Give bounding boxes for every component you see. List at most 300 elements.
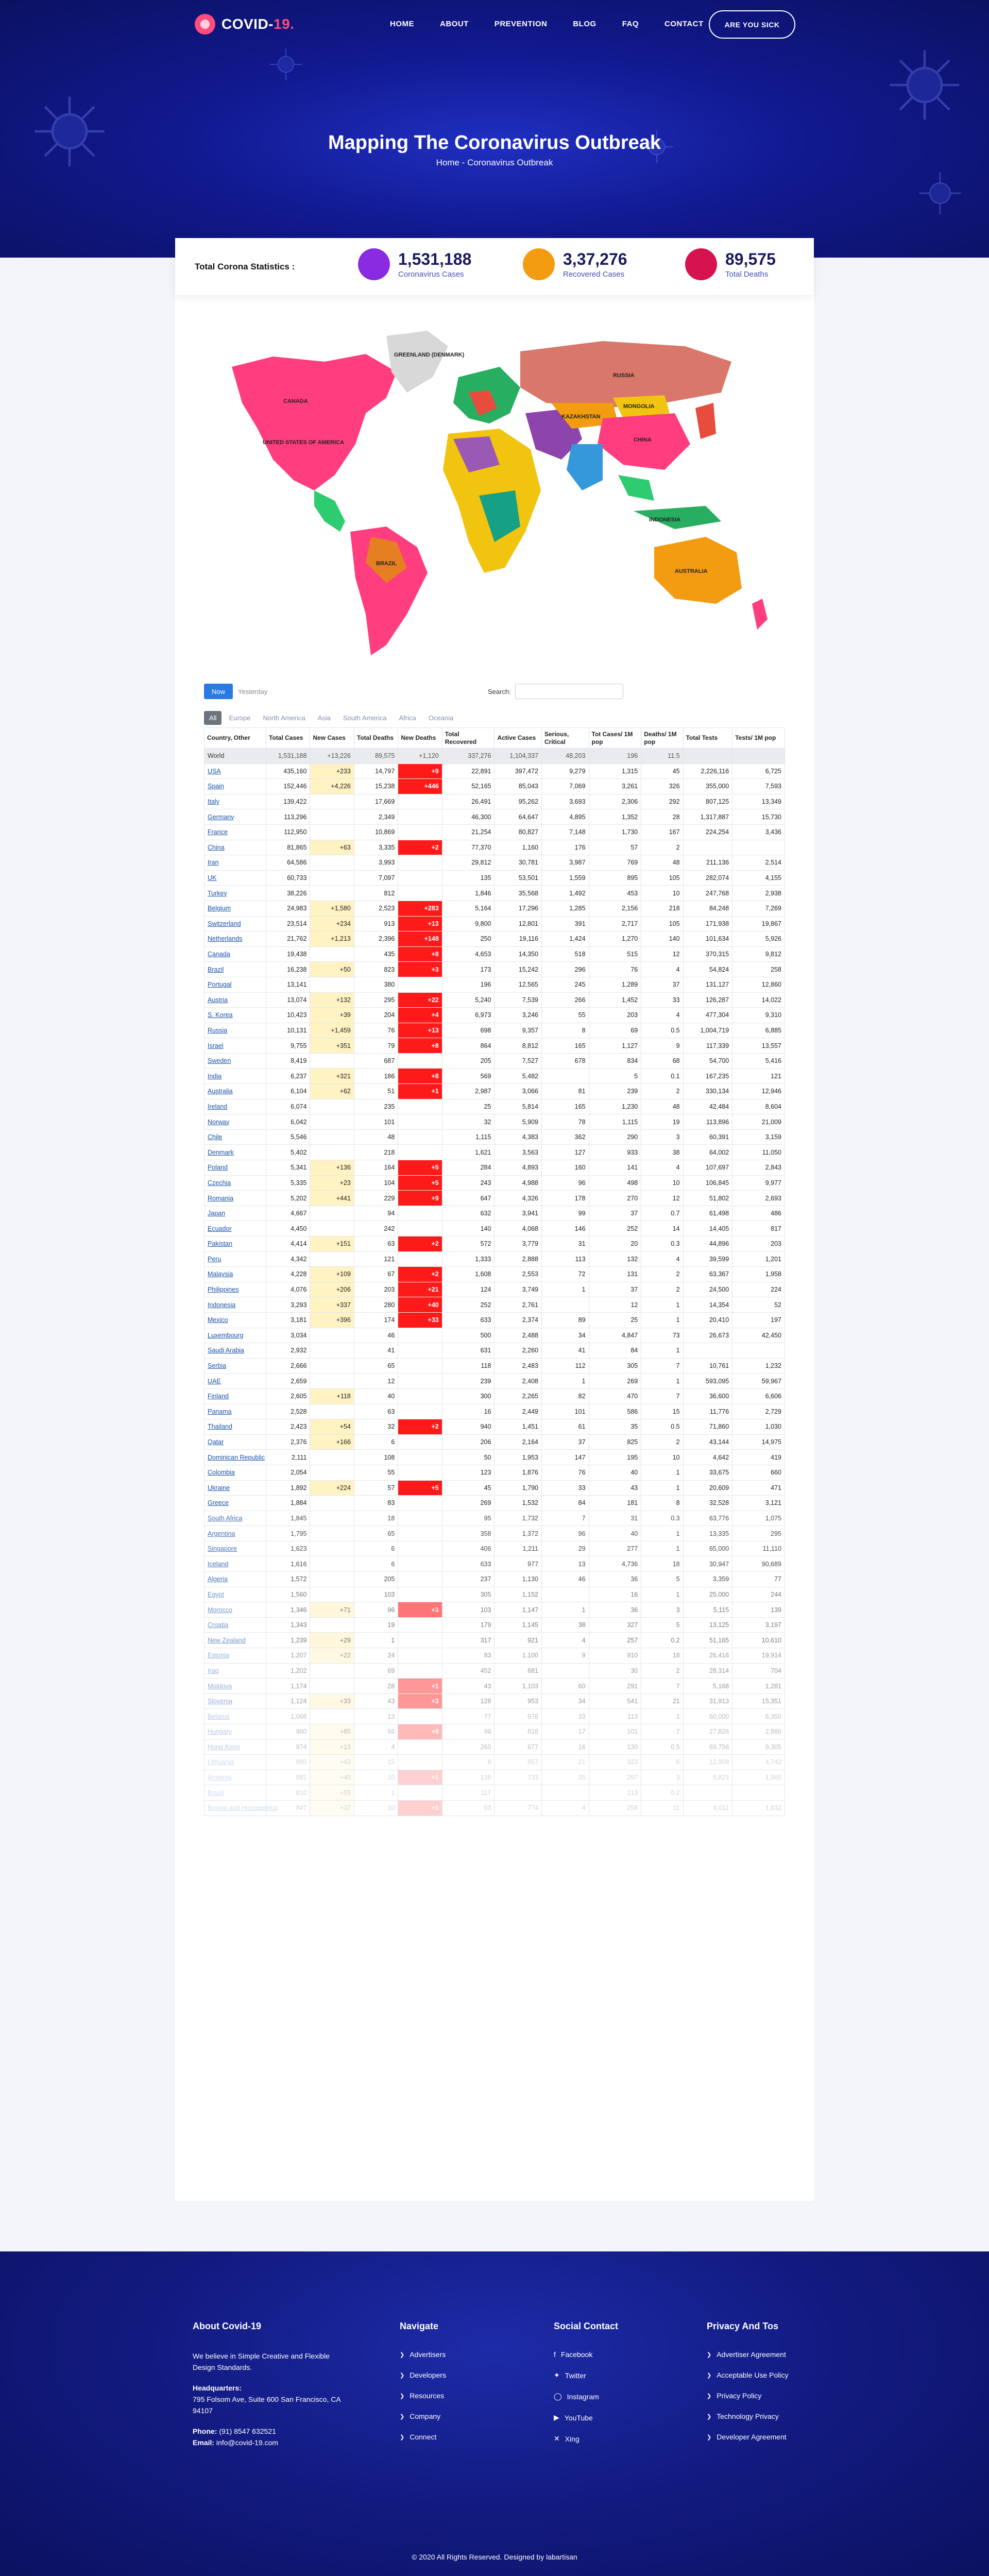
country-link[interactable]: India [204, 1069, 266, 1084]
table-cell: 77 [442, 1709, 494, 1724]
table-cell: 146 [542, 1221, 589, 1236]
country-link[interactable]: Estonia [204, 1648, 266, 1664]
country-link[interactable]: Netherlands [204, 931, 266, 947]
table-row [204, 1739, 785, 1755]
country-link[interactable]: Slovenia [204, 1693, 266, 1709]
table-cell: 140 [641, 931, 683, 947]
country-link[interactable]: China [204, 840, 266, 855]
table-cell: 1 [641, 1374, 683, 1389]
table-cell: 69 [354, 1663, 398, 1679]
table-cell: 12 [589, 1297, 641, 1313]
country-link[interactable]: Australia [204, 1084, 266, 1099]
country-link[interactable]: Austria [204, 992, 266, 1008]
table-cell: 82 [542, 1388, 589, 1404]
table-cell: 370,315 [683, 946, 732, 962]
footer-link-resources[interactable] [400, 2392, 446, 2400]
footer-about [193, 2321, 347, 2458]
table-cell: 452 [442, 1663, 494, 1679]
country-link[interactable]: Dominican Republic [204, 1450, 266, 1465]
country-link[interactable]: Denmark [204, 1145, 266, 1160]
table-cell: 48 [354, 1129, 398, 1145]
table-cell: 7,539 [494, 992, 542, 1008]
table-cell: 834 [589, 1053, 641, 1069]
table-cell: 1,958 [732, 1267, 785, 1282]
country-link[interactable]: Croatia [204, 1617, 266, 1633]
table-cell: 6,725 [732, 764, 785, 779]
table-cell: 22,891 [442, 764, 494, 779]
table-cell: +62 [310, 1084, 354, 1099]
table-cell: 13 [542, 1556, 589, 1572]
table-cell: 3,749 [494, 1282, 542, 1297]
table-cell [310, 1617, 354, 1633]
country-link[interactable]: New Zealand [204, 1633, 266, 1648]
table-cell: 681 [494, 1663, 542, 1679]
column-header[interactable]: Country, Other [204, 728, 266, 749]
footer-link-company[interactable] [400, 2412, 446, 2420]
country-link[interactable]: Singapore [204, 1541, 266, 1556]
table-row [204, 1693, 785, 1709]
table-cell: 297 [589, 1770, 641, 1785]
table-cell: 32 [354, 1419, 398, 1435]
table-cell [310, 824, 354, 840]
column-header[interactable]: Deaths/ 1M pop [641, 728, 683, 749]
column-header[interactable]: Total Tests [683, 728, 732, 749]
column-header[interactable]: Total Recovered [442, 728, 494, 749]
table-cell: 121 [732, 1069, 785, 1084]
column-header[interactable]: New Cases [310, 728, 354, 749]
table-row [204, 1084, 785, 1099]
table-cell: +283 [398, 901, 442, 916]
country-link[interactable]: UAE [204, 1374, 266, 1389]
table-row [204, 764, 785, 779]
table-cell: 13,349 [732, 794, 785, 809]
southeast-asia-shape[interactable] [618, 475, 654, 501]
table-row [204, 1069, 785, 1084]
table-cell: 6 [641, 1755, 683, 1770]
table-cell: 72 [542, 1267, 589, 1282]
table-cell: 593,095 [683, 1374, 732, 1389]
column-header[interactable]: Serious, Critical [542, 728, 589, 749]
table-cell: 59,967 [732, 1374, 785, 1389]
country-link[interactable]: Bosnia and Herzegovina [204, 1800, 266, 1816]
table-row [204, 1755, 785, 1770]
table-cell: 35,568 [494, 886, 542, 901]
country-link[interactable]: Poland [204, 1160, 266, 1176]
country-link[interactable]: Brazil [204, 1785, 266, 1801]
table-cell: 10 [641, 1175, 683, 1191]
table-cell: 774 [494, 1800, 542, 1816]
country-link[interactable]: UK [204, 870, 266, 886]
table-cell: 910 [589, 1648, 641, 1664]
country-link[interactable]: USA [204, 764, 266, 779]
table-row [204, 809, 785, 825]
country-link[interactable]: Morocco [204, 1602, 266, 1618]
column-header[interactable]: Total Cases [266, 728, 310, 749]
table-cell [398, 855, 442, 871]
footer-link-advertisers[interactable] [400, 2350, 446, 2359]
country-link[interactable]: Spain [204, 779, 266, 794]
table-cell: 0.5 [641, 1023, 683, 1038]
table-cell: 7 [641, 1679, 683, 1694]
india-shape[interactable] [567, 444, 603, 490]
tab-all[interactable]: All [204, 711, 221, 725]
table-cell: 4,988 [494, 1175, 542, 1191]
table-cell: 921 [494, 1633, 542, 1648]
social-xing[interactable] [554, 2434, 618, 2443]
country-link[interactable]: Norway [204, 1114, 266, 1130]
country-link[interactable]: Finland [204, 1388, 266, 1404]
column-header[interactable]: Active Cases [494, 728, 542, 749]
table-cell: 4 [354, 1739, 398, 1755]
country-link[interactable]: Egypt [204, 1587, 266, 1602]
country-link[interactable]: Chile [204, 1129, 266, 1145]
country-link[interactable]: Czechia [204, 1175, 266, 1191]
tab-asia[interactable]: Asia [317, 714, 331, 722]
table-cell: 300 [442, 1388, 494, 1404]
table-cell: 165 [542, 1099, 589, 1114]
new-zealand-shape[interactable] [752, 599, 768, 630]
table-cell: 2 [641, 1282, 683, 1297]
country-link[interactable]: Hong Kong [204, 1739, 266, 1755]
table-cell [310, 1099, 354, 1114]
table-cell: 453 [589, 886, 641, 901]
table-cell: 2,880 [732, 1724, 785, 1740]
social-label: Facebook [560, 2350, 593, 2359]
country-link[interactable]: Saudi Arabia [204, 1343, 266, 1359]
country-link[interactable]: Qatar [204, 1434, 266, 1450]
table-cell: 28,314 [683, 1663, 732, 1679]
country-link[interactable]: Pakistan [204, 1236, 266, 1252]
search-input[interactable] [515, 684, 623, 699]
nav-about[interactable]: ABOUT [440, 20, 469, 28]
table-cell: 1,560 [266, 1587, 310, 1602]
table-cell: 1 [641, 1587, 683, 1602]
footer-link-privacy-policy[interactable] [707, 2392, 789, 2400]
table-cell: 61,498 [683, 1206, 732, 1221]
country-link[interactable]: Romania [204, 1191, 266, 1206]
table-cell: 4,450 [266, 1221, 310, 1236]
table-cell: 0.5 [641, 1419, 683, 1435]
country-link[interactable]: Belarus [204, 1709, 266, 1724]
table-cell: 1,346 [266, 1602, 310, 1618]
table-cell: 258 [732, 962, 785, 977]
nav-prevention[interactable]: PREVENTION [494, 20, 548, 28]
table-cell: 218 [354, 1145, 398, 1160]
table-cell: 291 [589, 1679, 641, 1694]
greenland-shape[interactable] [386, 331, 448, 393]
footer-link-technology-privacy[interactable] [707, 2412, 789, 2420]
table-cell: 8 [442, 1755, 494, 1770]
country-link[interactable]: Iceland [204, 1556, 266, 1572]
table-cell: 1,492 [542, 886, 589, 901]
country-link[interactable]: France [204, 824, 266, 840]
country-link[interactable]: Turkey [204, 886, 266, 901]
country-link[interactable]: Italy [204, 794, 266, 809]
table-cell: +33 [310, 1693, 354, 1709]
table-cell [398, 1465, 442, 1480]
table-cell: +13 [310, 1739, 354, 1755]
table-cell [310, 1709, 354, 1724]
facebook-icon: f [554, 2350, 556, 2359]
country-link[interactable]: Iraq [204, 1663, 266, 1679]
table-cell: 3,181 [266, 1312, 310, 1328]
table-cell: 205 [442, 1053, 494, 1069]
footer-link-acceptable-use[interactable] [707, 2371, 789, 2379]
xing-icon: ✕ [554, 2434, 560, 2443]
table-cell: 14,975 [732, 1434, 785, 1450]
table-cell: 128 [442, 1693, 494, 1709]
country-link[interactable]: Iran [204, 855, 266, 871]
table-cell: 65,000 [683, 1541, 732, 1556]
yesterday-button[interactable]: Yesterday [238, 687, 268, 696]
table-cell: 1,317,887 [683, 809, 732, 825]
country-link[interactable]: Panama [204, 1404, 266, 1419]
footer-link-developers[interactable] [400, 2371, 446, 2379]
country-link[interactable]: Portugal [204, 977, 266, 992]
virus-logo-icon [195, 14, 215, 35]
table-cell: 4,068 [494, 1221, 542, 1236]
tab-europe[interactable]: Europe [229, 714, 251, 722]
table-cell: 1,372 [494, 1526, 542, 1541]
table-cell: 14,022 [732, 992, 785, 1008]
table-cell: 29,812 [442, 855, 494, 871]
country-link: World [204, 749, 266, 764]
table-cell: 17 [542, 1724, 589, 1740]
country-link[interactable]: South Africa [204, 1511, 266, 1526]
footer-navigate-title: Navigate [400, 2321, 439, 2331]
table-cell: 112,950 [266, 824, 310, 840]
table-cell: 2,666 [266, 1358, 310, 1374]
table-cell: 704 [732, 1663, 785, 1679]
column-header[interactable]: Tests/ 1M pop [732, 728, 785, 749]
footer-link-label: Connect [410, 2433, 437, 2441]
table-cell [310, 946, 354, 962]
table-cell: +136 [310, 1160, 354, 1176]
table-cell: 7,527 [494, 1053, 542, 1069]
tab-africa[interactable]: Africa [399, 714, 416, 722]
email-value[interactable]: info@covid-19.com [216, 2438, 278, 2447]
footer-link-label: Developer Agreement [717, 2433, 787, 2441]
table-cell: 3,993 [354, 855, 398, 871]
world-map[interactable] [211, 326, 778, 666]
table-row [204, 1602, 785, 1618]
table-cell: 5,164 [442, 901, 494, 916]
table-cell: 40 [354, 1388, 398, 1404]
table-cell: 4 [542, 1800, 589, 1816]
are-you-sick-button[interactable]: ARE YOU SICK [709, 10, 795, 39]
table-cell: 20,410 [683, 1312, 732, 1328]
table-cell: 260 [442, 1739, 494, 1755]
table-cell [310, 1374, 354, 1389]
column-header[interactable]: New Deaths [398, 728, 442, 749]
footer-link-developer-agreement[interactable] [707, 2433, 789, 2441]
north-america-shape[interactable] [232, 354, 397, 490]
tab-oceania[interactable]: Oceania [428, 714, 454, 722]
table-cell [398, 1388, 442, 1404]
table-cell: +1,120 [398, 749, 442, 764]
table-cell: 4,847 [589, 1328, 641, 1343]
table-cell: 63 [442, 1800, 494, 1816]
country-link[interactable]: Thailand [204, 1419, 266, 1435]
country-link[interactable]: Malaysia [204, 1267, 266, 1282]
social-youtube[interactable] [554, 2413, 618, 2422]
table-cell: 2,528 [266, 1404, 310, 1419]
table-cell: +2 [398, 1236, 442, 1252]
table-cell: 812 [354, 886, 398, 901]
table-cell: 34 [542, 1693, 589, 1709]
country-link[interactable]: Hungary [204, 1724, 266, 1740]
tab-north-america[interactable]: North America [263, 714, 305, 722]
table-cell: 14 [641, 1221, 683, 1236]
country-link[interactable]: Armenia [204, 1770, 266, 1785]
table-cell: 1,315 [589, 764, 641, 779]
country-link[interactable]: Russia [204, 1023, 266, 1038]
table-cell: 9,812 [732, 946, 785, 962]
table-cell: 12,565 [494, 977, 542, 992]
japan-shape[interactable] [695, 403, 716, 439]
nav-faq[interactable]: FAQ [622, 20, 639, 28]
table-cell: 2,729 [732, 1404, 785, 1419]
table-cell: 326 [641, 779, 683, 794]
table-cell: 13,557 [732, 1038, 785, 1054]
table-cell: 6,104 [266, 1084, 310, 1099]
table-cell: 296 [542, 962, 589, 977]
social-instagram[interactable] [554, 2392, 618, 2401]
table-cell [398, 1617, 442, 1633]
footer-link-connect[interactable] [400, 2433, 446, 2441]
table-cell: 90,689 [732, 1556, 785, 1572]
table-cell: 5 [589, 1069, 641, 1084]
nav-home[interactable]: HOME [390, 20, 414, 28]
table-row [204, 1267, 785, 1282]
tab-south-america[interactable]: South America [343, 714, 387, 722]
country-link[interactable]: Argentina [204, 1526, 266, 1541]
country-link[interactable]: Japan [204, 1206, 266, 1221]
country-link[interactable]: Philippines [204, 1282, 266, 1297]
table-cell: 2,396 [354, 931, 398, 947]
table-cell: 6,074 [266, 1099, 310, 1114]
country-link[interactable]: Canada [204, 946, 266, 962]
table-cell: 24,500 [683, 1282, 732, 1297]
table-row [204, 901, 785, 916]
central-america-shape[interactable] [314, 490, 345, 532]
stat-recovered [523, 248, 627, 280]
table-cell: 33 [641, 992, 683, 1008]
country-link[interactable]: Colombia [204, 1465, 266, 1480]
country-link[interactable]: Ecuador [204, 1221, 266, 1236]
table-cell: 160 [542, 1160, 589, 1176]
country-link[interactable]: S. Korea [204, 1008, 266, 1023]
table-cell: 237 [442, 1572, 494, 1587]
country-link[interactable]: Belgium [204, 901, 266, 916]
table-cell: 89,575 [354, 749, 398, 764]
table-cell [398, 1145, 442, 1160]
table-cell: +1 [398, 1800, 442, 1816]
country-link[interactable]: Greece [204, 1496, 266, 1511]
table-cell: +40 [398, 1297, 442, 1313]
country-link[interactable]: Sweden [204, 1053, 266, 1069]
table-cell [398, 1129, 442, 1145]
table-cell: 6 [354, 1541, 398, 1556]
table-cell: +5 [398, 1175, 442, 1191]
country-link[interactable]: Indonesia [204, 1297, 266, 1313]
country-link[interactable]: Algeria [204, 1572, 266, 1587]
table-cell: 2 [641, 840, 683, 855]
table-cell: 270 [589, 1191, 641, 1206]
table-row [204, 1312, 785, 1328]
chevron-right-icon: ❯ [400, 2393, 405, 2399]
youtube-icon: ▶ [554, 2413, 559, 2421]
table-cell: 186 [354, 1069, 398, 1084]
table-cell: +13 [398, 916, 442, 931]
table-row [204, 1496, 785, 1511]
table-cell: 252 [442, 1297, 494, 1313]
country-link[interactable]: Lithuania [204, 1755, 266, 1770]
table-row [204, 1419, 785, 1435]
country-link[interactable]: Brazil [204, 962, 266, 977]
table-cell: 435,160 [266, 764, 310, 779]
table-cell: 54,824 [683, 962, 732, 977]
column-header[interactable]: Tot Cases/ 1M pop [589, 728, 641, 749]
country-link[interactable]: Luxembourg [204, 1328, 266, 1343]
nav-blog[interactable]: BLOG [573, 20, 596, 28]
table-cell: 406 [442, 1541, 494, 1556]
site-logo[interactable] [195, 14, 294, 35]
country-link[interactable]: Israel [204, 1038, 266, 1054]
nav-contact[interactable]: CONTACT [664, 20, 704, 28]
country-link[interactable]: Mexico [204, 1312, 266, 1328]
table-cell: 4,895 [542, 809, 589, 825]
table-cell: 1,608 [442, 1267, 494, 1282]
table-cell: 171,938 [683, 916, 732, 931]
table-cell: 103 [354, 1587, 398, 1602]
table-cell: 6,350 [732, 1709, 785, 1724]
table-cell [732, 1785, 785, 1801]
table-cell: 76 [354, 1023, 398, 1038]
table-cell: 11 [641, 1800, 683, 1816]
table-cell: 68 [641, 1053, 683, 1069]
country-link[interactable]: Peru [204, 1251, 266, 1267]
country-link[interactable]: Ireland [204, 1099, 266, 1114]
table-row [204, 1023, 785, 1038]
now-button[interactable]: Now [204, 684, 233, 699]
footer-link-advertiser-agreement[interactable] [707, 2350, 789, 2359]
table-cell: 33 [542, 1709, 589, 1724]
table-cell: 2,054 [266, 1465, 310, 1480]
table-cell [310, 1587, 354, 1602]
country-link[interactable]: Serbia [204, 1358, 266, 1374]
country-link[interactable]: Switzerland [204, 916, 266, 931]
table-cell: 5,402 [266, 1145, 310, 1160]
table-cell: 239 [589, 1084, 641, 1099]
table-cell: 2,488 [494, 1328, 542, 1343]
table-cell: 1,160 [494, 840, 542, 855]
country-link[interactable]: Ukraine [204, 1480, 266, 1496]
table-cell: 1,884 [266, 1496, 310, 1511]
table-cell: 89 [542, 1312, 589, 1328]
social-twitter[interactable] [554, 2371, 618, 2380]
table-cell: 3,246 [494, 1008, 542, 1023]
country-link[interactable]: Germany [204, 809, 266, 825]
table-cell: 1,104,337 [494, 749, 542, 764]
social-facebook[interactable] [554, 2350, 618, 2359]
column-header[interactable]: Total Deaths [354, 728, 398, 749]
table-row [204, 1511, 785, 1526]
country-link[interactable]: Moldova [204, 1679, 266, 1694]
table-cell: 0.3 [641, 1511, 683, 1526]
table-cell: 84 [589, 1343, 641, 1359]
table-cell: 2,717 [589, 916, 641, 931]
